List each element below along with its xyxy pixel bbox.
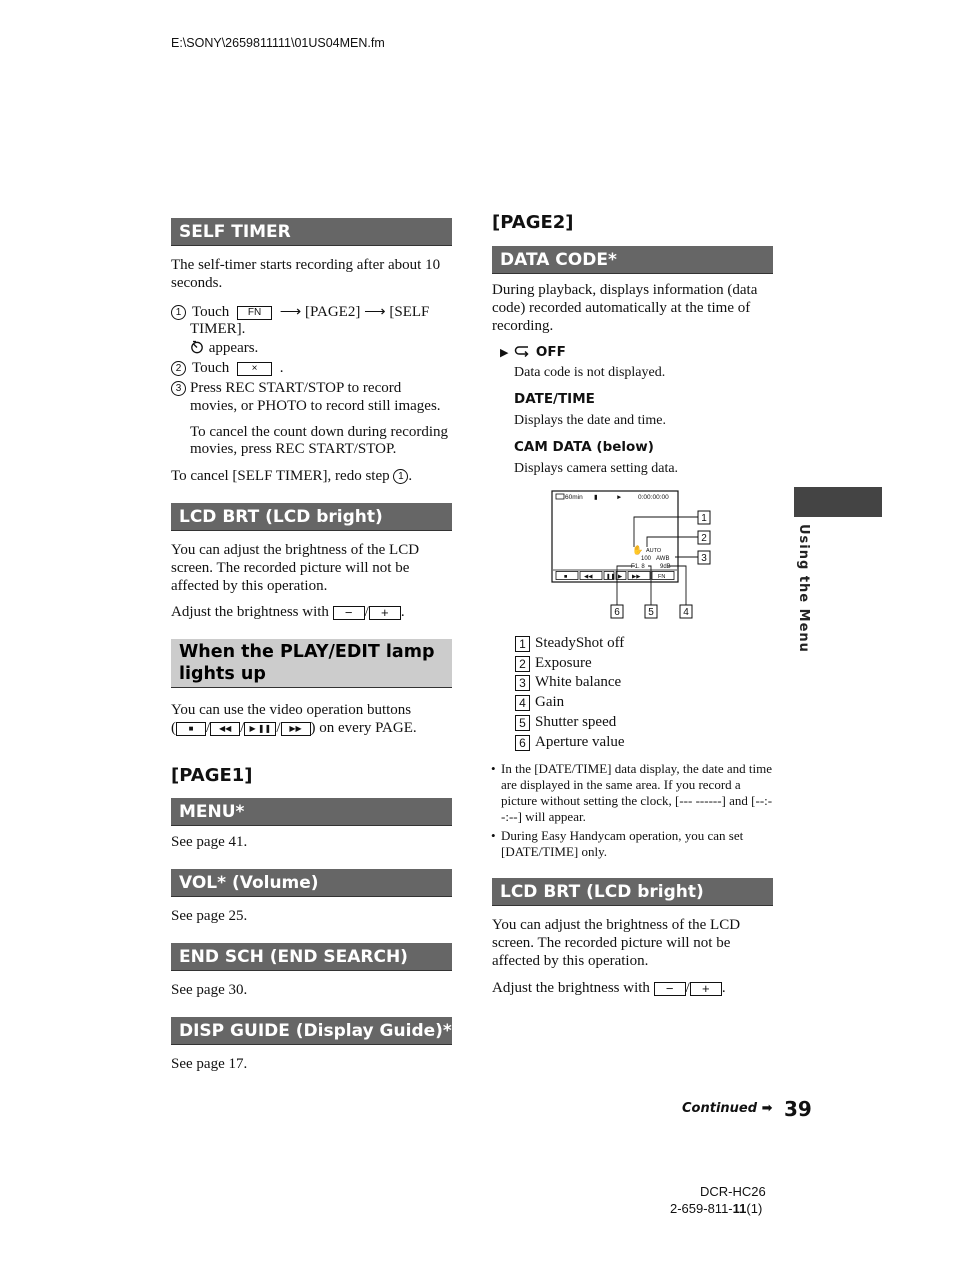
exposure-value: AUTO [646,548,662,554]
page-number: 39 [784,1097,812,1121]
self-timer-note: To cancel the count down during recording movies, press REC START/STOP. [190,424,449,457]
step-number: 3 [171,381,186,396]
white-balance-value: AWB [656,556,670,562]
lcd-brt-body-left: You can adjust the brightness of the LCD screen. The recorded picture will not be affected by this operation. [171,542,420,594]
svg-text:■: ■ [564,574,568,580]
svg-text:◀◀: ◀◀ [584,574,593,580]
lcd-brt-heading-right: LCD BRT (LCD bright) [492,878,773,906]
legend-item: 5 Shutter speed [515,713,616,731]
play-marker-icon: ▶ [500,346,509,359]
continued-label: Continued ➡ [682,1101,773,1116]
play-pause-button[interactable]: ▶ ❚❚ [244,722,276,736]
lcd-brt-adjust-left: Adjust the brightness with − / + . [171,604,405,620]
section-tab-label: Using the Menu [796,524,811,653]
disp-guide-body: See page 17. [171,1056,248,1072]
arrow-right-icon: ⟶ [364,304,386,320]
battery-time: 60min [565,494,583,501]
step-number: 1 [171,305,186,320]
part-code: 2-659-811-11(1) [670,1201,763,1216]
model-name: DCR-HC26 [700,1184,766,1199]
note-bullet: • During Easy Handycam operation, you can set [DATE/TIME] only. [491,828,774,860]
vol-body: See page 25. [171,908,248,924]
aperture-value: F1. 8 [631,564,645,570]
legend-item: 2 Exposure [515,654,592,672]
self-timer-step1: 1 Touch FN ⟶ [PAGE2] ⟶ [SELF [171,303,456,321]
plus-button[interactable]: + [690,982,722,996]
self-timer-step3: Press REC START/STOP to record movies, or PHOTO to record still images. [190,380,441,414]
data-code-body: During playback, displays information (data code) recorded automatically at the time of recording. [492,282,758,334]
cam-data-diagram [548,487,728,622]
data-code-datetime: DATE/TIME [514,391,595,407]
stop-button[interactable]: ■ [176,722,206,736]
fn-button[interactable]: FN [237,306,272,320]
page1-heading: [PAGE1] [171,765,253,786]
menu-body: See page 41. [171,834,248,850]
data-code-off-desc: Data code is not displayed. [514,365,666,380]
self-timer-cancel: To cancel [SELF TIMER], redo step 1 . [171,468,413,484]
note-bullet: • In the [DATE/TIME] data display, the date and time are displayed in the same area. If you record a picture without setting the clock, [--- ------] and [--:--:--] will appear. [491,761,774,825]
svg-text:❚❚: ❚❚ [606,574,616,580]
minus-button[interactable]: − [654,982,686,996]
data-code-cam: CAM DATA (below) [514,439,654,455]
file-path: E:\SONY\2659811111\01US04MEN.fm [171,36,385,50]
step-number: 2 [171,361,186,376]
step-number: 1 [393,469,408,484]
self-timer-appears: appears. [190,339,258,357]
arrow-right-icon: ➡ [761,1101,773,1116]
fast-forward-button[interactable]: ▶▶ [281,722,311,736]
arrow-right-icon: ⟶ [279,304,302,320]
self-timer-step3-num [171,379,192,397]
legend-item: 4 Gain [515,693,564,711]
svg-text:▶: ▶ [618,574,623,580]
svg-text:▶▶: ▶▶ [632,574,641,580]
play-edit-heading: When the PLAY/EDIT lamp lights up [171,639,452,688]
callout-4: 4 [683,607,689,618]
page2-heading: [PAGE2] [492,212,574,233]
self-timer-step2: 2 Touch × . [171,359,284,377]
legend-item: 3 White balance [515,673,621,691]
time-counter: 0:00:00:00 [638,494,669,501]
rewind-button[interactable]: ◀◀ [210,722,240,736]
disp-guide-heading: DISP GUIDE (Display Guide)* [171,1017,452,1045]
svg-text:FN: FN [658,574,666,580]
self-timer-icon [190,340,205,354]
menu-heading: MENU* [171,798,452,826]
callout-6: 6 [614,607,620,618]
vol-heading: VOL* (Volume) [171,869,452,897]
callout-3: 3 [701,553,707,564]
section-tab [794,487,882,517]
tape-icon: ▮ [594,494,598,501]
self-timer-heading: SELF TIMER [171,218,452,246]
close-button[interactable]: × [237,362,272,376]
shutter-value: 100 [641,556,652,562]
data-code-cam-desc: Displays camera setting data. [514,461,679,476]
callout-5: 5 [648,607,654,618]
plus-button[interactable]: + [369,606,401,620]
data-code-datetime-desc: Displays the date and time. [514,413,667,428]
lcd-brt-body-right: You can adjust the brightness of the LCD screen. The recorded picture will not be affected by this operation. [492,917,741,969]
play-icon: ► [616,494,623,501]
data-code-off: ▶ OFF [500,344,566,360]
end-sch-heading: END SCH (END SEARCH) [171,943,452,971]
self-timer-intro: The self-timer starts recording after about 10 seconds. [171,257,441,291]
steadyshot-off-icon: ✋ [632,545,644,555]
callout-1: 1 [701,513,707,524]
gain-value: 9dB [660,564,671,570]
legend-item: 1 SteadyShot off [515,634,624,652]
lcd-brt-heading-left: LCD BRT (LCD bright) [171,503,452,531]
minus-button[interactable]: − [333,606,365,620]
callout-2: 2 [701,533,707,544]
lcd-brt-adjust-right: Adjust the brightness with − / + . [492,980,726,996]
end-sch-body: See page 30. [171,982,248,998]
data-code-heading: DATA CODE* [492,246,773,274]
legend-item: 6 Aperture value [515,733,625,751]
play-edit-body-a: You can use the video operation buttons [171,702,412,718]
play-edit-body-b: ( ■ / ◀◀ / ▶ ❚❚ / ▶▶ ) on every PAGE. [171,720,417,736]
return-icon [513,345,531,357]
self-timer-step1-cont: TIMER]. [190,321,246,337]
